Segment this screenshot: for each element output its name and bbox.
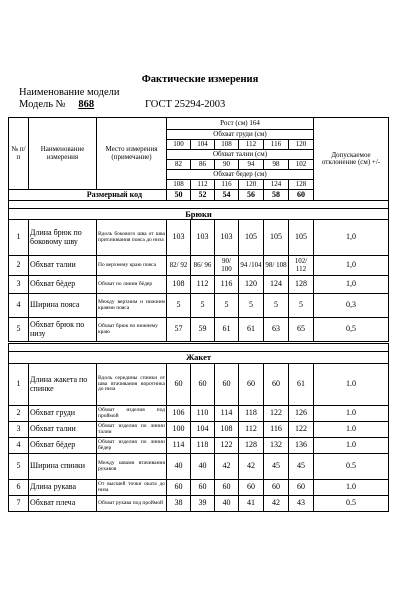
hips-value: 120 — [239, 180, 264, 190]
value: 5 — [289, 294, 314, 318]
value: 38 — [167, 496, 191, 512]
value: 122 — [215, 438, 239, 454]
measurement-name: Обхват талии — [29, 422, 97, 438]
measurement-name: Обхват груди — [29, 406, 97, 422]
table-row — [9, 256, 389, 276]
value: 65 — [289, 318, 314, 342]
model-number: 868 — [78, 99, 95, 110]
measurement-name: Длина жакета по спинке — [29, 364, 97, 406]
measurement-name: Обхват плеча — [29, 496, 97, 512]
value: 60 — [264, 480, 289, 496]
value: 61 — [215, 318, 239, 342]
table-row — [9, 276, 389, 294]
value: 112 — [191, 276, 215, 294]
measurement-place: Обхват по линии бёдер — [97, 276, 167, 294]
value: 43 — [289, 496, 314, 512]
tolerance: 1,0 — [314, 220, 389, 256]
value: 118 — [239, 406, 264, 422]
table-row — [9, 438, 389, 454]
value: 40 — [215, 496, 239, 512]
waist-value: 102 — [289, 160, 314, 170]
row-number: 4 — [9, 438, 29, 454]
tolerance: 0.5 — [314, 454, 389, 480]
value: 90/ 100 — [215, 256, 239, 276]
size-code: 60 — [289, 190, 314, 201]
value: 42 — [264, 496, 289, 512]
measurement-name: Длина рукава — [29, 480, 97, 496]
value: 82/ 92 — [167, 256, 191, 276]
table-row — [9, 318, 389, 342]
value: 60 — [264, 364, 289, 406]
waist-value: 90 — [215, 160, 239, 170]
value: 132 — [264, 438, 289, 454]
measurement-place: Между швами втачивания рукавов — [97, 454, 167, 480]
measurement-name: Обхват талии — [29, 256, 97, 276]
value: 57 — [167, 318, 191, 342]
height-label: Рост (см) 164 — [167, 118, 314, 130]
measurement-place: Обхват брюк по нижнему краю — [97, 318, 167, 342]
value: 108 — [215, 422, 239, 438]
table-row — [9, 294, 389, 318]
waist-label: Обхват талии (см) — [167, 150, 314, 160]
row-number: 3 — [9, 422, 29, 438]
waist-value: 82 — [167, 160, 191, 170]
measurement-name: Обхват бёдер — [29, 438, 97, 454]
value: 60 — [191, 480, 215, 496]
value: 40 — [167, 454, 191, 480]
value: 122 — [264, 406, 289, 422]
value: 102/ 112 — [289, 256, 314, 276]
value: 45 — [264, 454, 289, 480]
hips-value: 112 — [191, 180, 215, 190]
table-row — [9, 480, 389, 496]
value: 108 — [167, 276, 191, 294]
measurement-place: Между верхним и нижним краями пояса — [97, 294, 167, 318]
tolerance: 1.0 — [314, 480, 389, 496]
value: 63 — [264, 318, 289, 342]
table-row — [9, 220, 389, 256]
size-code: 58 — [264, 190, 289, 201]
col-name-header: Наименование измерения — [29, 118, 97, 190]
row-number: 5 — [9, 454, 29, 480]
value: 40 — [191, 454, 215, 480]
value: 60 — [191, 364, 215, 406]
chest-value: 104 — [191, 140, 215, 150]
trousers-section-title: Брюки — [9, 209, 389, 220]
measurement-place: Обхват изделия по линии талии — [97, 422, 167, 438]
measurement-name: Ширина пояса — [29, 294, 97, 318]
tolerance: 0,5 — [314, 318, 389, 342]
waist-value: 94 — [239, 160, 264, 170]
value: 61 — [289, 364, 314, 406]
value: 136 — [289, 438, 314, 454]
tolerance: 0.5 — [314, 496, 389, 512]
value: 114 — [167, 438, 191, 454]
chest-value: 120 — [289, 140, 314, 150]
value: 103 — [191, 220, 215, 256]
col-place-header: Место измерения (примечание) — [97, 118, 167, 190]
trousers-measurements-table — [8, 117, 389, 342]
value: 104 — [191, 422, 215, 438]
tolerance: 0,3 — [314, 294, 389, 318]
row-number: 7 — [9, 496, 29, 512]
measurement-name: Ширина спинки — [29, 454, 97, 480]
measurement-place: Вдоль середины спинки от шва втачивания воротника до низа — [97, 364, 167, 406]
value: 118 — [191, 438, 215, 454]
tolerance: 1.0 — [314, 422, 389, 438]
measurement-place: Обхват изделия под проймой — [97, 406, 167, 422]
measurement-name: Длина брюк по боковому шву — [29, 220, 97, 256]
value: 103 — [167, 220, 191, 256]
model-number-label: Модель № — [19, 99, 66, 110]
value: 60 — [215, 480, 239, 496]
value: 45 — [289, 454, 314, 480]
tolerance: 1.0 — [314, 438, 389, 454]
value: 114 — [215, 406, 239, 422]
value: 41 — [239, 496, 264, 512]
measurement-name: Обхват брюк по низу — [29, 318, 97, 342]
value: 5 — [167, 294, 191, 318]
value: 122 — [289, 422, 314, 438]
value: 98/ 108 — [264, 256, 289, 276]
gost-standard: ГОСТ 25294-2003 — [145, 99, 226, 110]
value: 120 — [239, 276, 264, 294]
table-row — [9, 406, 389, 422]
value: 124 — [264, 276, 289, 294]
value: 42 — [239, 454, 264, 480]
value: 112 — [239, 422, 264, 438]
table-row — [9, 364, 389, 406]
value: 126 — [289, 406, 314, 422]
value: 61 — [239, 318, 264, 342]
table-row — [9, 422, 389, 438]
row-number: 6 — [9, 480, 29, 496]
value: 60 — [167, 364, 191, 406]
value: 128 — [289, 276, 314, 294]
waist-value: 86 — [191, 160, 215, 170]
size-code: 50 — [167, 190, 191, 201]
table-row — [9, 454, 389, 480]
value: 60 — [215, 364, 239, 406]
tolerance: 1.0 — [314, 364, 389, 406]
hips-value: 108 — [167, 180, 191, 190]
value: 110 — [191, 406, 215, 422]
row-number: 1 — [9, 220, 29, 256]
chest-value: 116 — [264, 140, 289, 150]
value: 5 — [264, 294, 289, 318]
value: 128 — [239, 438, 264, 454]
value: 116 — [264, 422, 289, 438]
value: 5 — [215, 294, 239, 318]
waist-value: 98 — [264, 160, 289, 170]
tolerance: 1,0 — [314, 276, 389, 294]
value: 60 — [239, 364, 264, 406]
chest-value: 112 — [239, 140, 264, 150]
chest-value: 108 — [215, 140, 239, 150]
size-code: 54 — [215, 190, 239, 201]
jacket-section-title: Жакет — [9, 352, 389, 364]
tolerance: 1.0 — [314, 406, 389, 422]
hips-label: Обхват бедер (см) — [167, 170, 314, 180]
value: 60 — [289, 480, 314, 496]
value: 103 — [215, 220, 239, 256]
value: 106 — [167, 406, 191, 422]
chest-label: Обхват груди (см) — [167, 130, 314, 140]
value: 94 /104 — [239, 256, 264, 276]
row-number: 2 — [9, 406, 29, 422]
measurement-place: Вдоль бокового шва от шва притачивания пояса до низа — [97, 220, 167, 256]
row-number: 3 — [9, 276, 29, 294]
value: 60 — [167, 480, 191, 496]
measurement-place: Обхват изделия по линии бёдер — [97, 438, 167, 454]
measurement-place: От высшей точки оката до низа — [97, 480, 167, 496]
value: 105 — [239, 220, 264, 256]
tolerance: 1,0 — [314, 256, 389, 276]
page-title: Фактические измерения — [141, 74, 259, 85]
table-row — [9, 496, 389, 512]
model-number-line — [19, 99, 226, 110]
hips-value: 116 — [215, 180, 239, 190]
jacket-measurements-table — [8, 343, 389, 512]
value: 100 — [167, 422, 191, 438]
value: 86/ 96 — [191, 256, 215, 276]
model-name-label: Наименование модели — [19, 87, 120, 98]
measurement-name: Обхват бёдер — [29, 276, 97, 294]
chest-value: 100 — [167, 140, 191, 150]
hips-value: 124 — [264, 180, 289, 190]
measurement-place: Обхват рукава под проймой — [97, 496, 167, 512]
size-code: 52 — [191, 190, 215, 201]
value: 5 — [239, 294, 264, 318]
row-number: 1 — [9, 364, 29, 406]
row-number: 5 — [9, 318, 29, 342]
row-number: 4 — [9, 294, 29, 318]
col-no-header: № п/п — [9, 118, 29, 190]
value: 105 — [289, 220, 314, 256]
size-code-label: Размерный код — [9, 190, 167, 201]
value: 60 — [239, 480, 264, 496]
col-tolerance-header: Допускаемое отклонение (см) +/- — [314, 118, 389, 201]
value: 42 — [215, 454, 239, 480]
value: 105 — [264, 220, 289, 256]
value: 116 — [215, 276, 239, 294]
value: 5 — [191, 294, 215, 318]
measurement-place: По верхнему краю пояса — [97, 256, 167, 276]
row-number: 2 — [9, 256, 29, 276]
hips-value: 128 — [289, 180, 314, 190]
size-code: 56 — [239, 190, 264, 201]
value: 39 — [191, 496, 215, 512]
value: 59 — [191, 318, 215, 342]
